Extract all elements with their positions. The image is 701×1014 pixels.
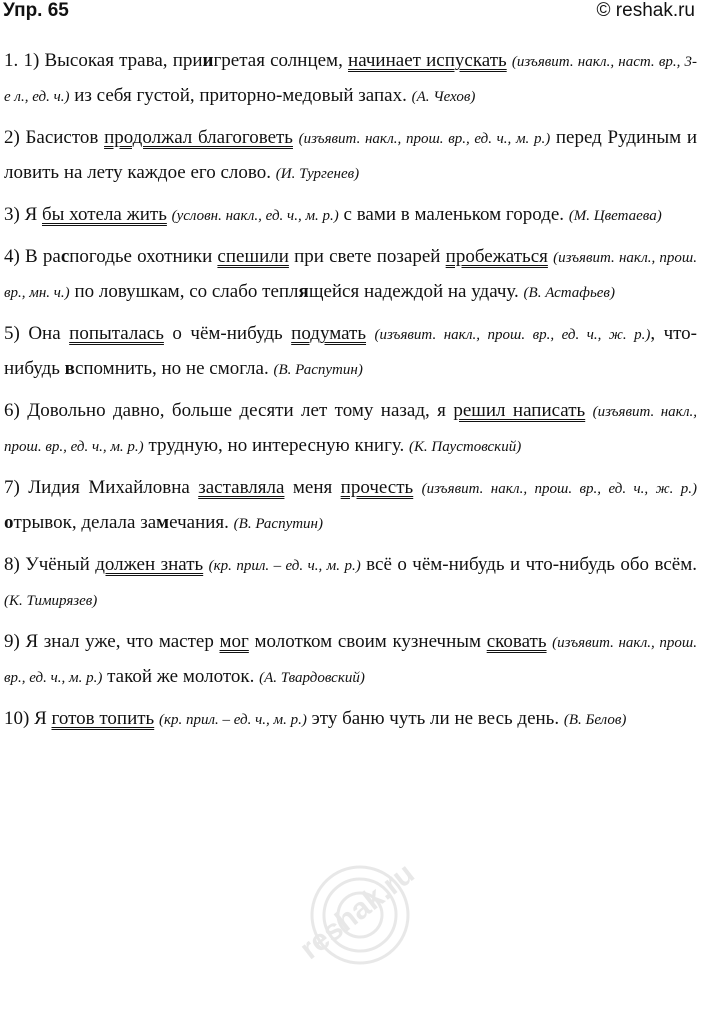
- sentence-10: [4, 702, 697, 737]
- author: (А. Чехов): [411, 89, 476, 105]
- sentence-4: [4, 240, 697, 310]
- sentence-8: [4, 548, 697, 618]
- text-run: 6) Довольно давно, больше десяти лет тому назад, я: [4, 400, 454, 421]
- predicate: мог: [219, 631, 249, 652]
- author: (В. Астафьев): [523, 285, 615, 301]
- bold-letter: с: [60, 246, 70, 267]
- predicate: прочесть: [340, 477, 414, 498]
- text-run: щейся надеждой на удачу.: [308, 281, 524, 302]
- text-run: 7) Лидия Михайловна: [4, 477, 199, 498]
- text-run: 9) Я знал уже, что мастер: [4, 631, 220, 652]
- bold-letter: я: [298, 281, 309, 302]
- grammar-note: (изъявит. накл., прош. вр., ед. ч., м. р.): [298, 131, 551, 147]
- grammar-note: (изъявит. накл., наст. вр., 3-е л., ед. ч.): [4, 54, 698, 105]
- text-run: всё о чём-нибудь и что-нибудь обо всём.: [360, 554, 697, 575]
- grammar-note: (условн. накл., ед. ч., м. р.): [171, 208, 339, 224]
- author: (А. Твардовский): [259, 670, 365, 686]
- text-run: перед Рудиным и ловить на лету каждое его слово.: [4, 127, 697, 183]
- predicate: попыталась: [69, 323, 164, 344]
- predicate: решил написать: [453, 400, 586, 421]
- text-run: трудную, но интересную книгу.: [143, 435, 409, 456]
- text-run: погодье охотники: [69, 246, 218, 267]
- sentence-3: [4, 198, 697, 233]
- exercise-title: Упр. 65: [3, 0, 69, 21]
- watermark-text: reshak.ru: [293, 856, 421, 967]
- author: (И. Тургенев): [275, 166, 360, 182]
- text-run: 4) В ра: [4, 246, 61, 267]
- predicate: должен знать: [95, 554, 204, 575]
- predicate: сковать: [486, 631, 547, 652]
- predicate: пробежаться: [445, 246, 548, 267]
- author: (М. Цветаева): [568, 208, 662, 224]
- sentence-6: [4, 394, 697, 464]
- text-run: молотком своим кузнечным: [248, 631, 487, 652]
- text-run: ечания.: [169, 512, 234, 533]
- grammar-note: (изъявит. накл., прош. вр., мн. ч.): [4, 250, 698, 301]
- predicate: подумать: [291, 323, 367, 344]
- author: (К. Тимирязев): [4, 593, 98, 609]
- sentence-5: [4, 317, 697, 387]
- text-run: о чём-нибудь: [163, 323, 292, 344]
- text-run: по ловушкам, со слабо тепл: [69, 281, 299, 302]
- text-run: , что-нибудь: [4, 323, 697, 379]
- grammar-note: (изъявит. накл., прош. вр., ед. ч., м. р.): [4, 635, 698, 686]
- watermark-logo: [255, 820, 465, 1010]
- predicate: бы хотела жить: [42, 204, 167, 225]
- sentence-7: [4, 471, 697, 541]
- predicate: заставляла: [198, 477, 285, 498]
- predicate: спешили: [217, 246, 289, 267]
- predicate: продолжал благоговеть: [104, 127, 293, 148]
- text-run: меня: [284, 477, 341, 498]
- text-run: спомнить, но не смогла.: [74, 358, 274, 379]
- sentence-9: [4, 625, 697, 695]
- grammar-note: (кр. прил. – ед. ч., м. р.): [158, 712, 307, 728]
- text-run: при свете позарей: [288, 246, 446, 267]
- author: (В. Белов): [563, 712, 627, 728]
- grammar-note: (изъявит. накл., прош. вр., ед. ч., ж. р.): [374, 327, 651, 343]
- bold-letter: и: [202, 50, 214, 71]
- bold-letter: о: [4, 512, 14, 533]
- predicate: готов топить: [51, 708, 155, 729]
- text-run: такой же молоток.: [102, 666, 260, 687]
- grammar-note: (изъявит. накл., прош. вр., ед. ч., ж. р.): [421, 481, 697, 497]
- text-run: 3) Я: [4, 204, 42, 225]
- predicate: начинает испускать: [348, 50, 507, 71]
- page-header: [0, 0, 701, 30]
- text-run: с вами в маленьком городе.: [338, 204, 569, 225]
- sentence-1: [4, 44, 697, 114]
- exercise-content: [4, 44, 697, 744]
- site-credit[interactable]: © reshak.ru: [596, 0, 695, 21]
- text-run: 8) Учёный: [4, 554, 96, 575]
- author: (В. Распутин): [233, 516, 323, 532]
- text-run: гретая солнцем,: [213, 50, 349, 71]
- text-run: трывок, делала за: [13, 512, 157, 533]
- sentence-2: [4, 121, 697, 191]
- text-run: 1. 1) Высокая трава, при: [4, 50, 203, 71]
- author: (В. Распутин): [273, 362, 363, 378]
- text-run: из себя густой, приторно-медовый запах.: [69, 85, 412, 106]
- text-run: эту баню чуть ли не весь день.: [306, 708, 564, 729]
- author: (К. Паустовский): [408, 439, 522, 455]
- bold-letter: в: [64, 358, 75, 379]
- text-run: 2) Басистов: [4, 127, 105, 148]
- text-run: 10) Я: [4, 708, 52, 729]
- grammar-note: (кр. прил. – ед. ч., м. р.): [208, 558, 361, 574]
- grammar-note: (изъявит. накл., прош. вр., ед. ч., м. р.): [4, 404, 697, 455]
- bold-letter: м: [156, 512, 170, 533]
- text-run: 5) Она: [4, 323, 70, 344]
